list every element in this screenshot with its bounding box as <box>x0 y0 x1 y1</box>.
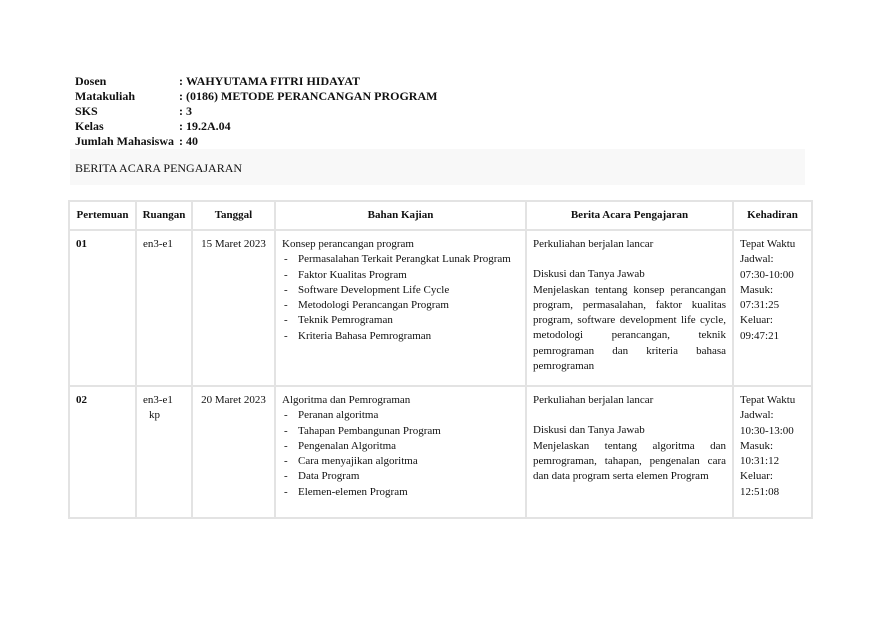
info-row-dosen <box>75 74 437 89</box>
column-header-kehadiran: Kehadiran <box>733 201 812 230</box>
berita-activity: Diskusi dan Tanya Jawab <box>533 268 645 281</box>
table-header-row <box>69 201 812 230</box>
info-value: 3 <box>186 104 192 118</box>
keluar-value: 09:47:21 <box>740 329 780 342</box>
keluar-label: Keluar: <box>740 314 773 327</box>
column-header-bahan-kajian: Bahan Kajian <box>275 201 526 230</box>
info-value: 40 <box>186 134 198 148</box>
cell-ruangan: en3-e1 <box>136 230 192 386</box>
masuk-label: Masuk: <box>740 439 773 452</box>
cell-ruangan <box>136 386 192 518</box>
masuk-value: 10:31:12 <box>740 455 780 468</box>
bahan-title: Algoritma dan Pemrograman <box>282 394 411 406</box>
cell-berita-acara <box>526 386 733 518</box>
info-row-jumlah-mahasiswa <box>75 134 437 149</box>
bahan-title: Konsep perancangan program <box>282 238 414 250</box>
table-row <box>69 230 812 386</box>
cell-kehadiran <box>733 386 812 518</box>
berita-status: Perkuliahan berjalan lancar <box>533 238 654 250</box>
info-label: Matakuliah <box>75 89 136 103</box>
list-item: - Peranan algoritma <box>282 408 519 423</box>
berita-description: Menjelaskan tentang algoritma dan pemrograman, tahapan, pengenalan cara dan data program serta elemen Program <box>533 439 726 483</box>
info-row-sks <box>75 104 437 119</box>
berita-activity: Diskusi dan Tanya Jawab <box>533 424 645 437</box>
keluar-label: Keluar: <box>740 470 773 483</box>
cell-tanggal: 15 Maret 2023 <box>192 230 275 386</box>
page-title: BERITA ACARA PENGAJARAN <box>75 161 243 175</box>
list-item: - Faktor Kualitas Program <box>282 268 519 283</box>
list-item: - Permasalahan Terkait Perangkat Lunak Program <box>282 252 519 267</box>
info-separator: : <box>179 74 183 88</box>
info-label: Kelas <box>75 119 104 133</box>
list-item: - Software Development Life Cycle <box>282 283 519 298</box>
kehadiran-status: Tepat Waktu <box>740 394 796 406</box>
cell-bahan-kajian <box>275 230 526 386</box>
cell-pertemuan: 02 <box>69 386 136 518</box>
list-item: - Pengenalan Algoritma <box>282 439 519 454</box>
list-item: - Cara menyajikan algoritma <box>282 454 519 469</box>
jadwal-label: Jadwal: <box>740 409 774 422</box>
list-item: - Tahapan Pembangunan Program <box>282 424 519 439</box>
keluar-value: 12:51:08 <box>740 485 780 498</box>
list-item: - Kriteria Bahasa Pemrograman <box>282 329 519 344</box>
ruangan-line: en3-e1 <box>143 394 173 406</box>
kehadiran-status: Tepat Waktu <box>740 238 796 250</box>
jadwal-value: 07:30-10:00 <box>740 268 794 281</box>
info-value: (0186) METODE PERANCANGAN PROGRAM <box>186 89 438 103</box>
masuk-value: 07:31:25 <box>740 299 780 312</box>
info-value: 19.2A.04 <box>186 119 231 133</box>
info-label: Dosen <box>75 74 107 88</box>
list-item: - Metodologi Perancangan Program <box>282 298 519 313</box>
berita-status: Perkuliahan berjalan lancar <box>533 394 654 406</box>
cell-tanggal: 20 Maret 2023 <box>192 386 275 518</box>
bahan-list <box>282 408 519 500</box>
info-row-kelas <box>75 119 437 134</box>
list-item: - Teknik Pemrograman <box>282 313 519 328</box>
jadwal-label: Jadwal: <box>740 253 774 266</box>
info-row-matakuliah <box>75 89 437 104</box>
cell-kehadiran <box>733 230 812 386</box>
column-header-tanggal: Tanggal <box>192 201 275 230</box>
info-label: SKS <box>75 104 98 118</box>
berita-description: Menjelaskan tentang konsep perancangan program, permasalahan, faktor kualitas program, software development life cycle, metodologi perancangan, teknik pemrograman dan kriteria bahasa pemrograman <box>533 283 726 373</box>
column-header-ruangan: Ruangan <box>136 201 192 230</box>
ruangan-line: kp <box>149 409 160 422</box>
list-item: - Elemen-elemen Program <box>282 485 519 500</box>
info-separator: : <box>179 119 183 133</box>
table-row <box>69 386 812 518</box>
info-value: WAHYUTAMA FITRI HIDAYAT <box>186 74 361 88</box>
bahan-list <box>282 252 519 344</box>
info-separator: : <box>179 134 183 148</box>
column-header-berita-acara: Berita Acara Pengajaran <box>526 201 733 230</box>
cell-berita-acara <box>526 230 733 386</box>
cell-pertemuan: 01 <box>69 230 136 386</box>
info-separator: : <box>179 104 183 118</box>
course-info-header <box>75 74 437 149</box>
teaching-record-table <box>68 200 813 519</box>
list-item: - Data Program <box>282 469 519 484</box>
masuk-label: Masuk: <box>740 283 773 296</box>
column-header-pertemuan: Pertemuan <box>69 201 136 230</box>
jadwal-value: 10:30-13:00 <box>740 424 794 437</box>
info-separator: : <box>179 89 183 103</box>
info-label: Jumlah Mahasiswa <box>75 134 175 148</box>
cell-bahan-kajian <box>275 386 526 518</box>
